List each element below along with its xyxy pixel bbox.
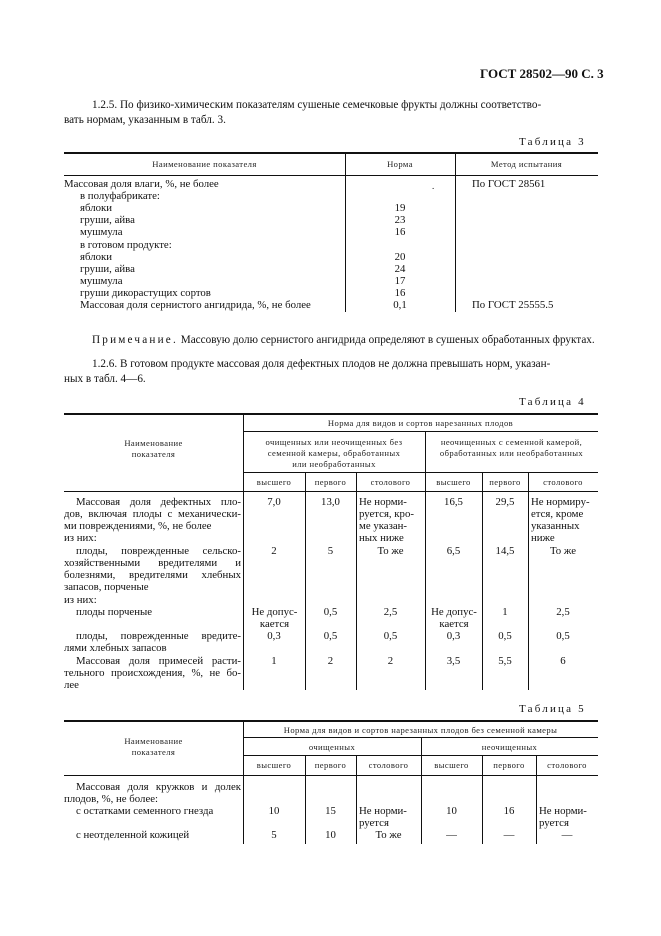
- table4-row-value: 0,5: [323, 630, 338, 642]
- table5-row-value: Не норми-: [359, 805, 407, 817]
- table4-row-value: Не нормиру-: [531, 496, 590, 508]
- table3-row-method: По ГОСТ 28561: [472, 178, 546, 190]
- table4-sub-right-2: обработанных или необработанных: [439, 448, 584, 458]
- table3-row-norm: 23: [394, 214, 406, 227]
- table3-row-norm: 24: [394, 262, 406, 275]
- table5-row-name-line: Массовая доля кружков и долек: [76, 781, 241, 793]
- table4-row-value: 1: [502, 606, 508, 618]
- table4-row-value: 2: [271, 545, 277, 557]
- table4-row-value: 6,5: [446, 545, 461, 557]
- table4-row-value: 29,5: [495, 496, 515, 508]
- table4-row-value: Не допус-: [431, 606, 477, 618]
- table4-row-name-line: из них:: [64, 594, 97, 606]
- table3-header-name: Наименование показателя: [152, 159, 257, 169]
- table5-row-value: 10: [446, 805, 457, 817]
- paragraph-126-line1: 1.2.6. В готовом продукте массовая доля дефектных плодов не должна превышать норм, указан-: [92, 358, 551, 370]
- table5-header-name-1: Наименование: [124, 736, 183, 746]
- table4-row-value: 13,0: [321, 496, 340, 508]
- table4-row-value: 2,5: [383, 606, 398, 618]
- table5-row-value: 15: [325, 805, 336, 817]
- table4-caption: Таблица 4: [519, 396, 586, 408]
- table4-row-value: 6: [560, 655, 566, 667]
- table4-row-value: кается: [439, 618, 469, 630]
- table3-row-norm: 16: [394, 226, 406, 239]
- table5-grade-header: столового: [368, 760, 409, 770]
- table4-row-value: 0,5: [323, 606, 338, 618]
- table4-row-name-line: плоды, поврежденные сельско-: [76, 545, 241, 557]
- table5-row-value: То же: [375, 829, 402, 841]
- table4-row-value: 0,3: [267, 630, 281, 642]
- table5-row-value: 16: [503, 805, 515, 817]
- table5-row-value: —: [503, 829, 515, 841]
- table4-row-value: 0,5: [556, 630, 570, 642]
- table3-row-norm: 17: [394, 274, 406, 287]
- table3-row-name: мушмула: [80, 226, 123, 239]
- note-text: Массовую долю сернистого ангидрида определяют в сушеных обработанных фруктах.: [177, 334, 595, 346]
- table3-row-name: в полуфабрикате:: [80, 190, 160, 203]
- table4-row-name-line: Массовая доля дефектных пло-: [76, 496, 241, 508]
- table5-row-name-line: с остатками семенного гнезда: [76, 805, 214, 817]
- table3-row-method: По ГОСТ 25555.5: [472, 299, 554, 311]
- table4-row-value: 0,5: [383, 630, 398, 642]
- table5-grade-header: высшего: [256, 760, 292, 770]
- table3-row-name: груши дикорастущих сортов: [80, 286, 211, 299]
- table4-sub-right-1: неочищенных с семенной камерой,: [440, 437, 583, 447]
- paragraph-125-line1: 1.2.5. По физико-химическим показателям сушеные семечковые фрукты должны соответство-: [92, 99, 542, 111]
- table4-sub-left-3: или необработанных: [292, 459, 376, 469]
- note-label: Примечание.: [92, 334, 178, 346]
- table4-row-name-line: болезнями, вредителями хлебных: [64, 569, 241, 581]
- table5-row-value: 5: [271, 829, 277, 841]
- table5-row-value: Не норми-: [539, 805, 587, 817]
- table4-grade-header: первого: [489, 477, 521, 487]
- table5-row-value: 10: [325, 829, 336, 841]
- note: [92, 333, 595, 348]
- table5-row-value: —: [446, 829, 457, 841]
- table3-header-norm: Норма: [387, 159, 413, 169]
- page-header: ГОСТ 28502—90 С. 3: [480, 66, 604, 81]
- table3-row-name: Массовая доля сернистого ангидрида, %, не более: [80, 299, 311, 311]
- table4-grade-header: столового: [370, 477, 411, 487]
- table3-header-method: Метод испытания: [490, 159, 563, 169]
- table5-row-value: руется: [359, 817, 389, 829]
- table5-caption: Таблица 5: [519, 703, 586, 715]
- table4-row-name-line: хозяйственными вредителями и: [64, 557, 241, 569]
- table4-row-value: 3,5: [446, 655, 461, 667]
- table3-row-name: Массовая доля влаги, %, не более: [64, 178, 219, 190]
- table4-row-value: ется, кроме: [531, 508, 584, 520]
- table4-grade-header: первого: [314, 477, 347, 487]
- table4-row-name-line: лее: [64, 679, 79, 691]
- table3-caption: Таблица 3: [519, 136, 586, 148]
- table4-row-value: ниже: [531, 532, 555, 544]
- table4-row-value: 5,5: [498, 655, 512, 667]
- table4-row-value: 16,5: [444, 496, 463, 508]
- table4-row-name-line: плоды, поврежденные вредите-: [76, 630, 241, 642]
- table4-row-value: 1: [271, 655, 277, 667]
- table5-sub-right: неочищенных: [481, 742, 538, 752]
- table5-sub-left: очищенных: [308, 742, 356, 752]
- table4-row-value: указанных: [531, 520, 580, 532]
- table3-row-name: груши, айва: [80, 262, 135, 275]
- table3-dot: .: [432, 181, 435, 191]
- table4-row-value: 5: [327, 545, 334, 557]
- table4-row-value: Не норми-: [359, 496, 407, 508]
- table4-row-value: ных ниже: [359, 532, 404, 544]
- table5-grade-header: первого: [493, 760, 525, 770]
- table4-row-value: 14,5: [495, 545, 515, 557]
- table4-row-name-line: запасов, порченые: [64, 581, 149, 593]
- table5-grade-header: столового: [547, 760, 587, 770]
- table4-row-name-line: ми повреждениями, %, не более: [64, 520, 212, 532]
- table3-row-norm: 16: [394, 286, 406, 299]
- table5-row-value: 10: [268, 805, 280, 817]
- table4-row-value: 0,5: [498, 630, 512, 642]
- table4-row-value: То же: [550, 545, 576, 557]
- table5-row-value: руется: [539, 817, 569, 829]
- table4-row-value: ме указан-: [359, 520, 408, 532]
- paragraph-125-line2: вать нормам, указанным в табл. 3.: [64, 114, 226, 126]
- table4-row-value: 7,0: [267, 496, 281, 508]
- table4-header-name-1: Наименование: [124, 438, 183, 448]
- table4-row-value: 0,3: [446, 630, 461, 642]
- table4-grade-header: столового: [543, 477, 583, 487]
- table5-group-header: Норма для видов и сортов нарезанных плодов без семенной камеры: [283, 725, 558, 735]
- table4-row-value: 2,5: [556, 606, 570, 618]
- table4-row-value: Не допус-: [251, 606, 298, 618]
- table5-row-name-line: с неотделенной кожицей: [76, 829, 190, 841]
- table3-row-name: яблоки: [80, 250, 113, 263]
- table4-row-value: кается: [259, 618, 290, 630]
- table4-row-name-line: плоды порченые: [76, 606, 153, 618]
- table5-row-value: —: [561, 829, 573, 841]
- table4-row-name-line: Массовая доля примесей расти-: [76, 655, 241, 667]
- table4-row-value: 2: [327, 655, 334, 667]
- table4-row-name-line: лями хлебных запасов: [64, 642, 167, 654]
- table3-row-norm: 20: [394, 250, 406, 263]
- table5-row-name-line: плодов, %, не более:: [64, 793, 159, 805]
- table4-row-value: 2: [387, 655, 394, 667]
- table4-row-name-line: тельного происхождения, %, не бо-: [64, 667, 241, 679]
- table5-header-name-2: показателя: [131, 747, 176, 757]
- table3-row-name: груши, айва: [80, 214, 135, 227]
- table4-row-name-line: дов, включая плоды с механически-: [64, 508, 241, 520]
- table3-row-norm: 19: [394, 202, 406, 215]
- table3-row-norm: 0,1: [393, 299, 407, 311]
- table4-grade-header: высшего: [256, 477, 292, 487]
- table5-grade-header: высшего: [434, 760, 469, 770]
- paragraph-126-line2: ных в табл. 4—6.: [64, 373, 146, 385]
- table4-header-name-2: показателя: [131, 449, 176, 459]
- table4-grade-header: высшего: [436, 477, 471, 487]
- table4-sub-left-1: очищенных или неочищенных без: [265, 437, 403, 447]
- table3-row-name: мушмула: [80, 274, 123, 287]
- table5-grade-header: первого: [314, 760, 347, 770]
- table3-row-name: яблоки: [80, 202, 113, 215]
- table3-row-name: в готовом продукте:: [80, 238, 172, 251]
- table4-group-header: Норма для видов и сортов нарезанных плодов: [327, 418, 514, 428]
- table4-row-value: руется, кро-: [359, 508, 414, 520]
- table4-sub-left-2: семенной камеры, обработанных: [267, 448, 401, 458]
- table4-row-name-line: из них:: [64, 532, 97, 544]
- table4-row-value: То же: [377, 545, 404, 557]
